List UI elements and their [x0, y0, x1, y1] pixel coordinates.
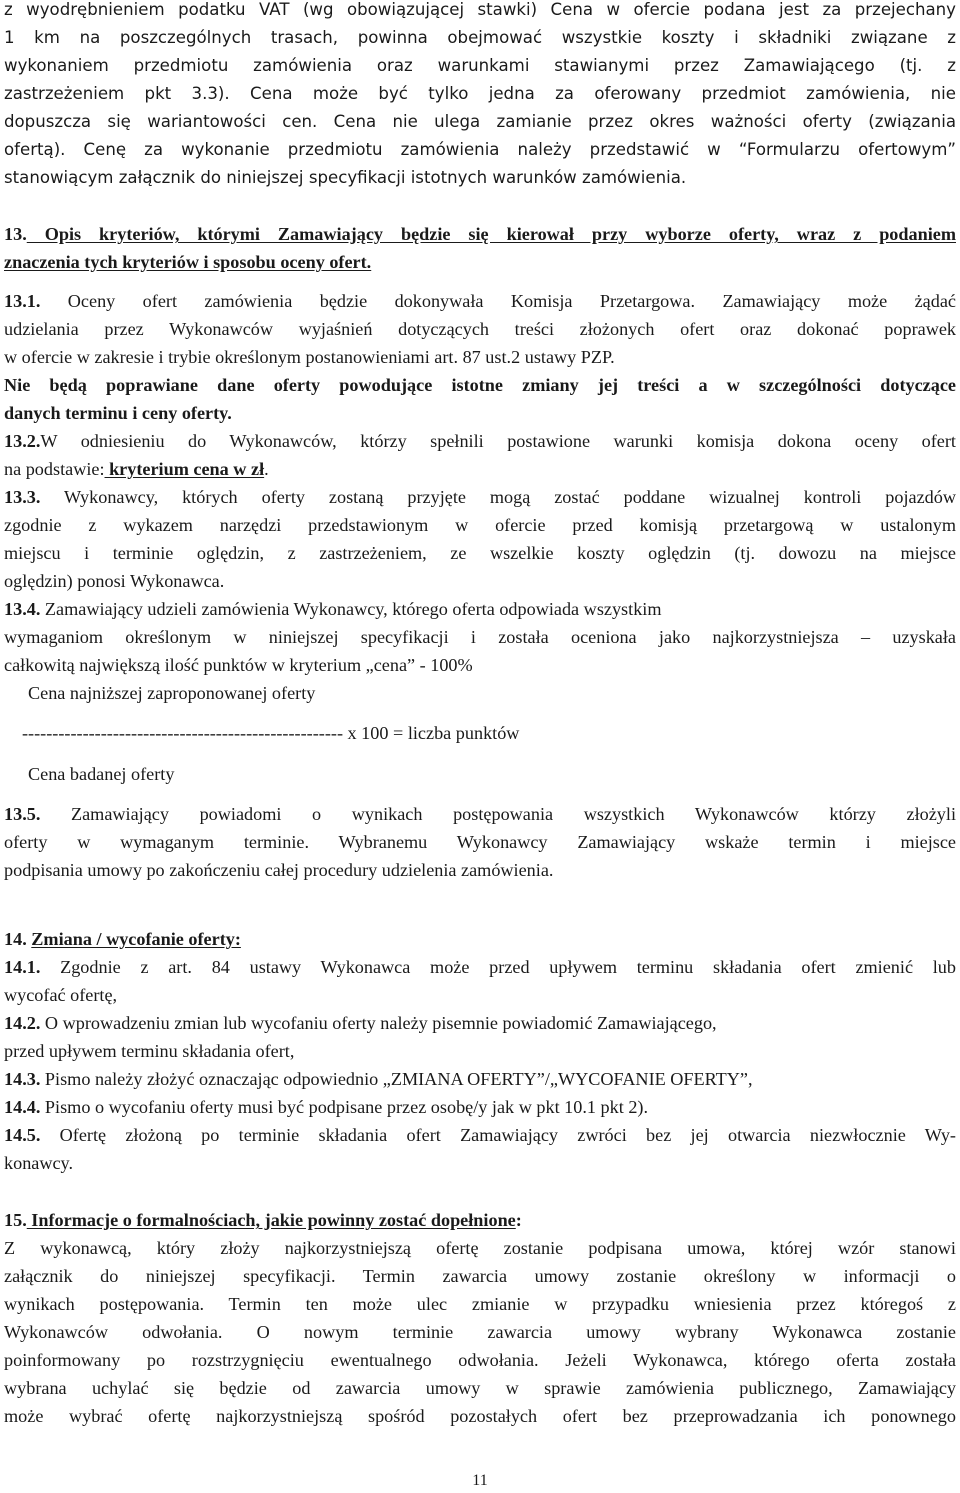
paragraph-number: 13.2.	[4, 431, 41, 451]
body-line: wycofać ofertę,	[4, 985, 118, 1005]
criterion-end: .	[264, 459, 269, 479]
body-line: konawcy.	[4, 1153, 74, 1173]
paragraph-number: 13.5.	[4, 804, 41, 824]
body-line: zgodnie z wykazem narzędzi przedstawionym w ofercie przed komisją przetargową w ustalonym	[4, 515, 956, 535]
paragraph-13-4	[4, 597, 956, 621]
paragraph-number: 13.1.	[4, 291, 41, 311]
paragraph-text: Oceny ofert zamówienia będzie dokonywała Komisja Przetargowa. Zamawiający może żądać	[40, 291, 956, 311]
body-line: wykonaniem przedmiotu zamówienia oraz warunkami stawianymi przez Zamawiającego (tj. z	[4, 56, 956, 75]
paragraph-13-1	[4, 289, 956, 313]
paragraph-14-1	[4, 955, 956, 979]
paragraph-number: 13.4.	[4, 599, 41, 619]
paragraph-text: Pismo o wycofaniu oferty musi być podpisane przez osobę/y jak w pkt 10.1 pkt 2).	[40, 1097, 649, 1117]
body-line: 1 km na poszczególnych trasach, powinna obejmować wszystkie koszty i składniki związane z	[4, 28, 956, 47]
bold-notice-cont: danych terminu i ceny oferty.	[4, 403, 232, 423]
body-line: udzielania przez Wykonawców wyjaśnień dotyczących treści złożonych ofert oraz dokonać poprawek	[4, 319, 956, 339]
paragraph-14-2	[4, 1011, 956, 1035]
paragraph-14-4	[4, 1095, 956, 1119]
body-line: w ofercie w zakresie i trybie określonym postanowieniami art. 87 ust.2 ustawy PZP.	[4, 347, 615, 367]
section-13-heading-cont: znaczenia tych kryteriów i sposobu oceny ofert.	[4, 252, 372, 272]
section-number: 15.	[4, 1210, 27, 1230]
body-line: Z wykonawcą, który złoży najkorzystniejszą ofertę zostanie podpisana umowa, której wzór stanowi	[4, 1238, 956, 1258]
page-number: 11	[472, 1472, 488, 1489]
paragraph-text: Wykonawcy, których oferty zostaną przyjęte mogą zostać poddane wizualnej kontroli pojazdów	[40, 487, 956, 507]
paragraph-13-5	[4, 802, 956, 826]
body-line: oględzin) ponosi Wykonawca.	[4, 571, 225, 591]
criterion-lead: na podstawie:	[4, 459, 105, 479]
body-line: podpisania umowy po zakończeniu całej procedury udzielenia zamówienia.	[4, 860, 554, 880]
section-14-heading	[4, 927, 956, 951]
paragraph-number: 14.4.	[4, 1097, 41, 1117]
body-line: wymaganiom określonym w niniejszej specyfikacji i została oceniona jako najkorzystniejsza – uzyskała	[4, 627, 956, 647]
paragraph-text: Zamawiający powiadomi o wynikach postępowania wszystkich Wykonawców którzy złożyli	[40, 804, 956, 824]
paragraph-text: Zamawiający udzieli zamówienia Wykonawcy, którego oferta odpowiada wszystkim	[40, 599, 662, 619]
paragraph-text: Pismo należy złożyć oznaczając odpowiednio „ZMIANA OFERTY”/„WYCOFANIE OFERTY”,	[40, 1069, 753, 1089]
body-line: ofertą). Cenę za wykonanie przedmiotu zamówienia należy przedstawić w “Formularzu ofertowym”	[4, 140, 956, 159]
paragraph-number: 14.1.	[4, 957, 41, 977]
paragraph-number: 13.3.	[4, 487, 41, 507]
body-line: wynikach postępowania. Termin ten może ulec zmianie w przypadku wniesienia przez któregoś z	[4, 1294, 956, 1314]
criterion-name: kryterium cena w zł	[104, 459, 265, 479]
body-line: dopuszcza się wariantowości cen. Cena nie ulega zamianie przez okres ważności oferty (związania	[4, 112, 956, 131]
paragraph-13-2	[4, 429, 956, 453]
section-heading-text: Opis kryteriów, którymi Zamawiający będzie się kierował przy wyborze oferty, wraz z podaniem	[26, 224, 956, 244]
paragraph-text: W odniesieniu do Wykonawców, którzy spełnili postawione warunki komisja dokona oceny ofert	[40, 431, 956, 451]
body-line: wybrana uchylać się będzie od zawarcia umowy w sprawie zamówienia publicznego, Zamawiający	[4, 1378, 956, 1398]
body-line: przed upływem terminu składania ofert,	[4, 1041, 295, 1061]
formula-numerator: Cena najniższej zaproponowanej oferty	[28, 683, 316, 703]
paragraph-14-5	[4, 1123, 956, 1147]
paragraph-14-3	[4, 1067, 956, 1091]
bold-notice: Nie będą poprawiane dane oferty powodujące istotne zmiany jej treści a w szczególności dotyczące	[4, 375, 956, 395]
paragraph-text: O wprowadzeniu zmian lub wycofaniu oferty należy pisemnie powiadomić Zamawiającego,	[40, 1013, 717, 1033]
body-line: zastrzeżeniem pkt 3.3). Cena może być tylko jedna za oferowany przedmiot zamówienia, nie	[4, 84, 956, 103]
heading-colon: :	[515, 1210, 522, 1230]
criterion-line	[4, 457, 956, 481]
body-line: stanowiącym załącznik do niniejszej specyfikacji istotnych warunków zamówienia.	[4, 168, 687, 187]
paragraph-number: 14.2.	[4, 1013, 41, 1033]
body-line: poinformowany po rozstrzygnięciu ewentualnego odwołania. Jeżeli Wykonawca, którego oferta została	[4, 1350, 956, 1370]
paragraph-13-3	[4, 485, 956, 509]
paragraph-number: 14.5.	[4, 1125, 41, 1145]
body-line: Wykonawców odwołania. O nowym terminie zawarcia umowy wybrany Wykonawca zostanie	[4, 1322, 956, 1342]
paragraph-text: Zgodnie z art. 84 ustawy Wykonawca może przed upływem terminu składania ofert zmienić lub	[40, 957, 956, 977]
body-line: może wybrać ofertę najkorzystniejszą spośród pozostałych ofert bez przeprowadzania ich ponownego	[4, 1406, 956, 1426]
paragraph-text: Ofertę złożoną po terminie składania ofert Zamawiający zwróci bez jej otwarcia niezwłocznie Wy-	[40, 1125, 956, 1145]
section-heading-text: Zmiana / wycofanie oferty:	[31, 929, 241, 949]
section-15-heading	[4, 1208, 956, 1232]
body-line: oferty w wymaganym terminie. Wybranemu Wykonawcy Zamawiający wskaże termin i miejsce	[4, 832, 956, 852]
paragraph-number: 14.3.	[4, 1069, 41, 1089]
formula-line: ----------------------------------------------------- x 100 = liczba punktów	[22, 723, 520, 743]
section-heading-text: Informacje o formalnościach, jakie powinny zostać dopełnione	[26, 1210, 516, 1230]
body-line: całkowitą największą ilość punktów w kryterium „cena” - 100%	[4, 655, 473, 675]
formula-denominator: Cena badanej oferty	[28, 764, 175, 784]
section-13-heading	[4, 222, 956, 246]
body-line: miejscu i terminie oględzin, z zastrzeżeniem, ze wszelkie koszty oględzin (tj. dowozu na miejsce	[4, 543, 956, 563]
body-line: z wyodrębnieniem podatku VAT (wg obowiązującej stawki) Cena w ofercie podana jest za przejechany	[4, 0, 956, 19]
section-number: 14.	[4, 929, 27, 949]
section-number: 13.	[4, 224, 27, 244]
body-line: załącznik do niniejszej specyfikacji. Termin zawarcia umowy zostanie określony w informacji o	[4, 1266, 956, 1286]
